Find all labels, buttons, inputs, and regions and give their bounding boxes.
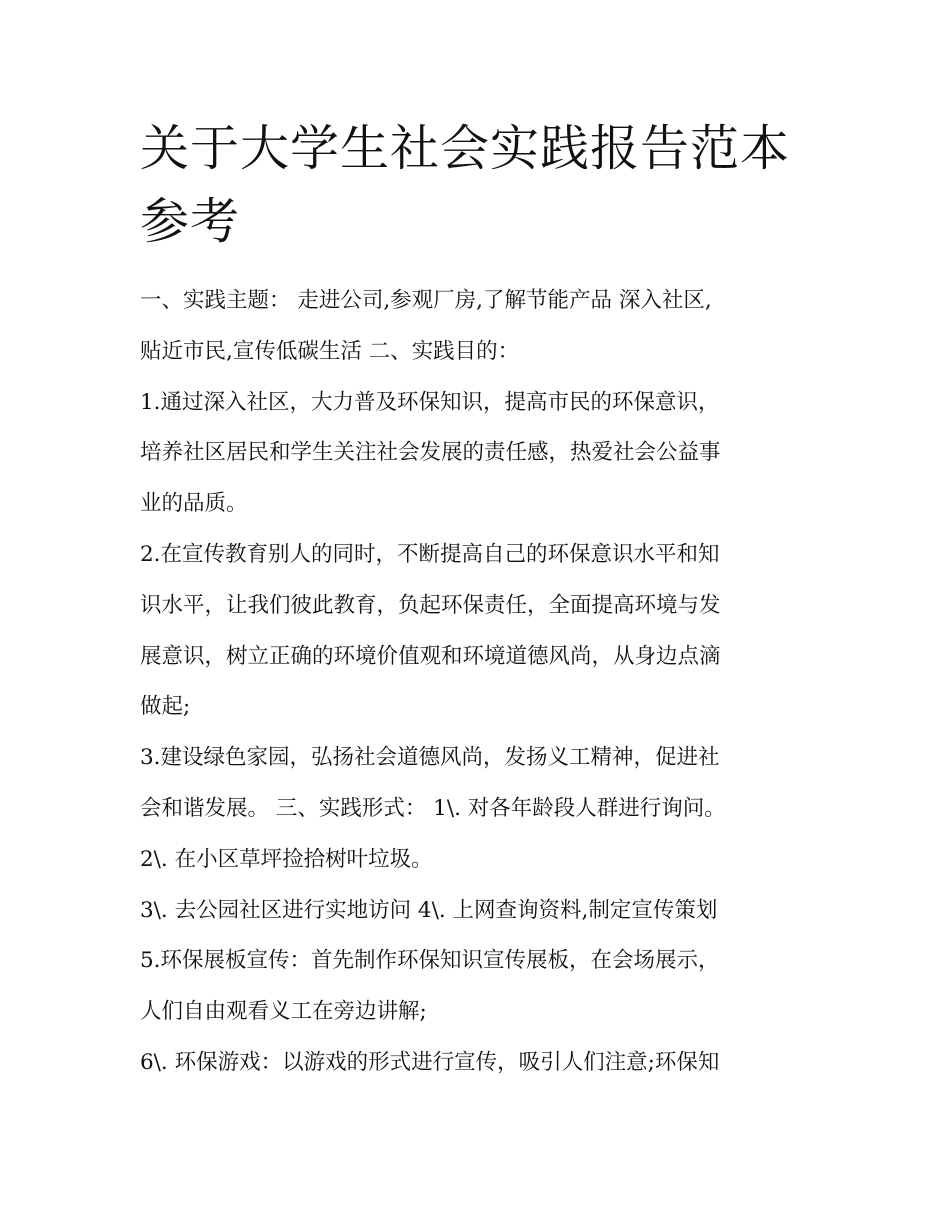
document-body xyxy=(140,276,820,1089)
body-line: 2.在宣传教育别人的同时，不断提高自己的环保意识水平和知 xyxy=(140,541,720,567)
document-title xyxy=(140,112,820,258)
body-line: 3\. 去公园社区进行实地访问 4\. 上网查询资料,制定宣传策划 xyxy=(140,897,718,923)
body-line: 识水平，让我们彼此教育，负起环保责任，全面提高环境与发 xyxy=(140,592,721,618)
body-line: 6\. 环保游戏：以游戏的形式进行宣传，吸引人们注意;环保知 xyxy=(140,1049,720,1075)
body-line: 人们自由观看义工在旁边讲解; xyxy=(140,999,427,1025)
body-line: 业的品质。 xyxy=(140,491,248,517)
body-line: 5.环保展板宣传：首先制作环保知识宣传展板，在会场展示， xyxy=(140,948,720,974)
body-line: 1.通过深入社区，大力普及环保知识，提高市民的环保意识， xyxy=(140,389,720,415)
body-line: 3.建设绿色家园，弘扬社会道德风尚，发扬义工精神，促进社 xyxy=(140,745,720,771)
body-line: 会和谐发展。 三、实践形式： 1\. 对各年龄段人群进行询问。 xyxy=(140,795,726,821)
body-line: 2\. 在小区草坪捡拾树叶垃圾。 xyxy=(140,846,433,872)
title-line: 关于大学生社会实践报告范本 xyxy=(140,120,791,177)
body-line: 贴近市民,宣传低碳生活 二、实践目的： xyxy=(140,338,520,364)
body-line: 展意识，树立正确的环境价值观和环境道德风尚，从身边点滴 xyxy=(140,643,721,669)
body-line: 做起; xyxy=(140,694,191,720)
body-line: 培养社区居民和学生关注社会发展的责任感，热爱社会公益事 xyxy=(140,440,721,466)
title-line: 参考 xyxy=(140,193,241,250)
body-line: 一、实践主题： 走进公司,参观厂房,了解节能产品 深入社区, xyxy=(140,288,712,313)
